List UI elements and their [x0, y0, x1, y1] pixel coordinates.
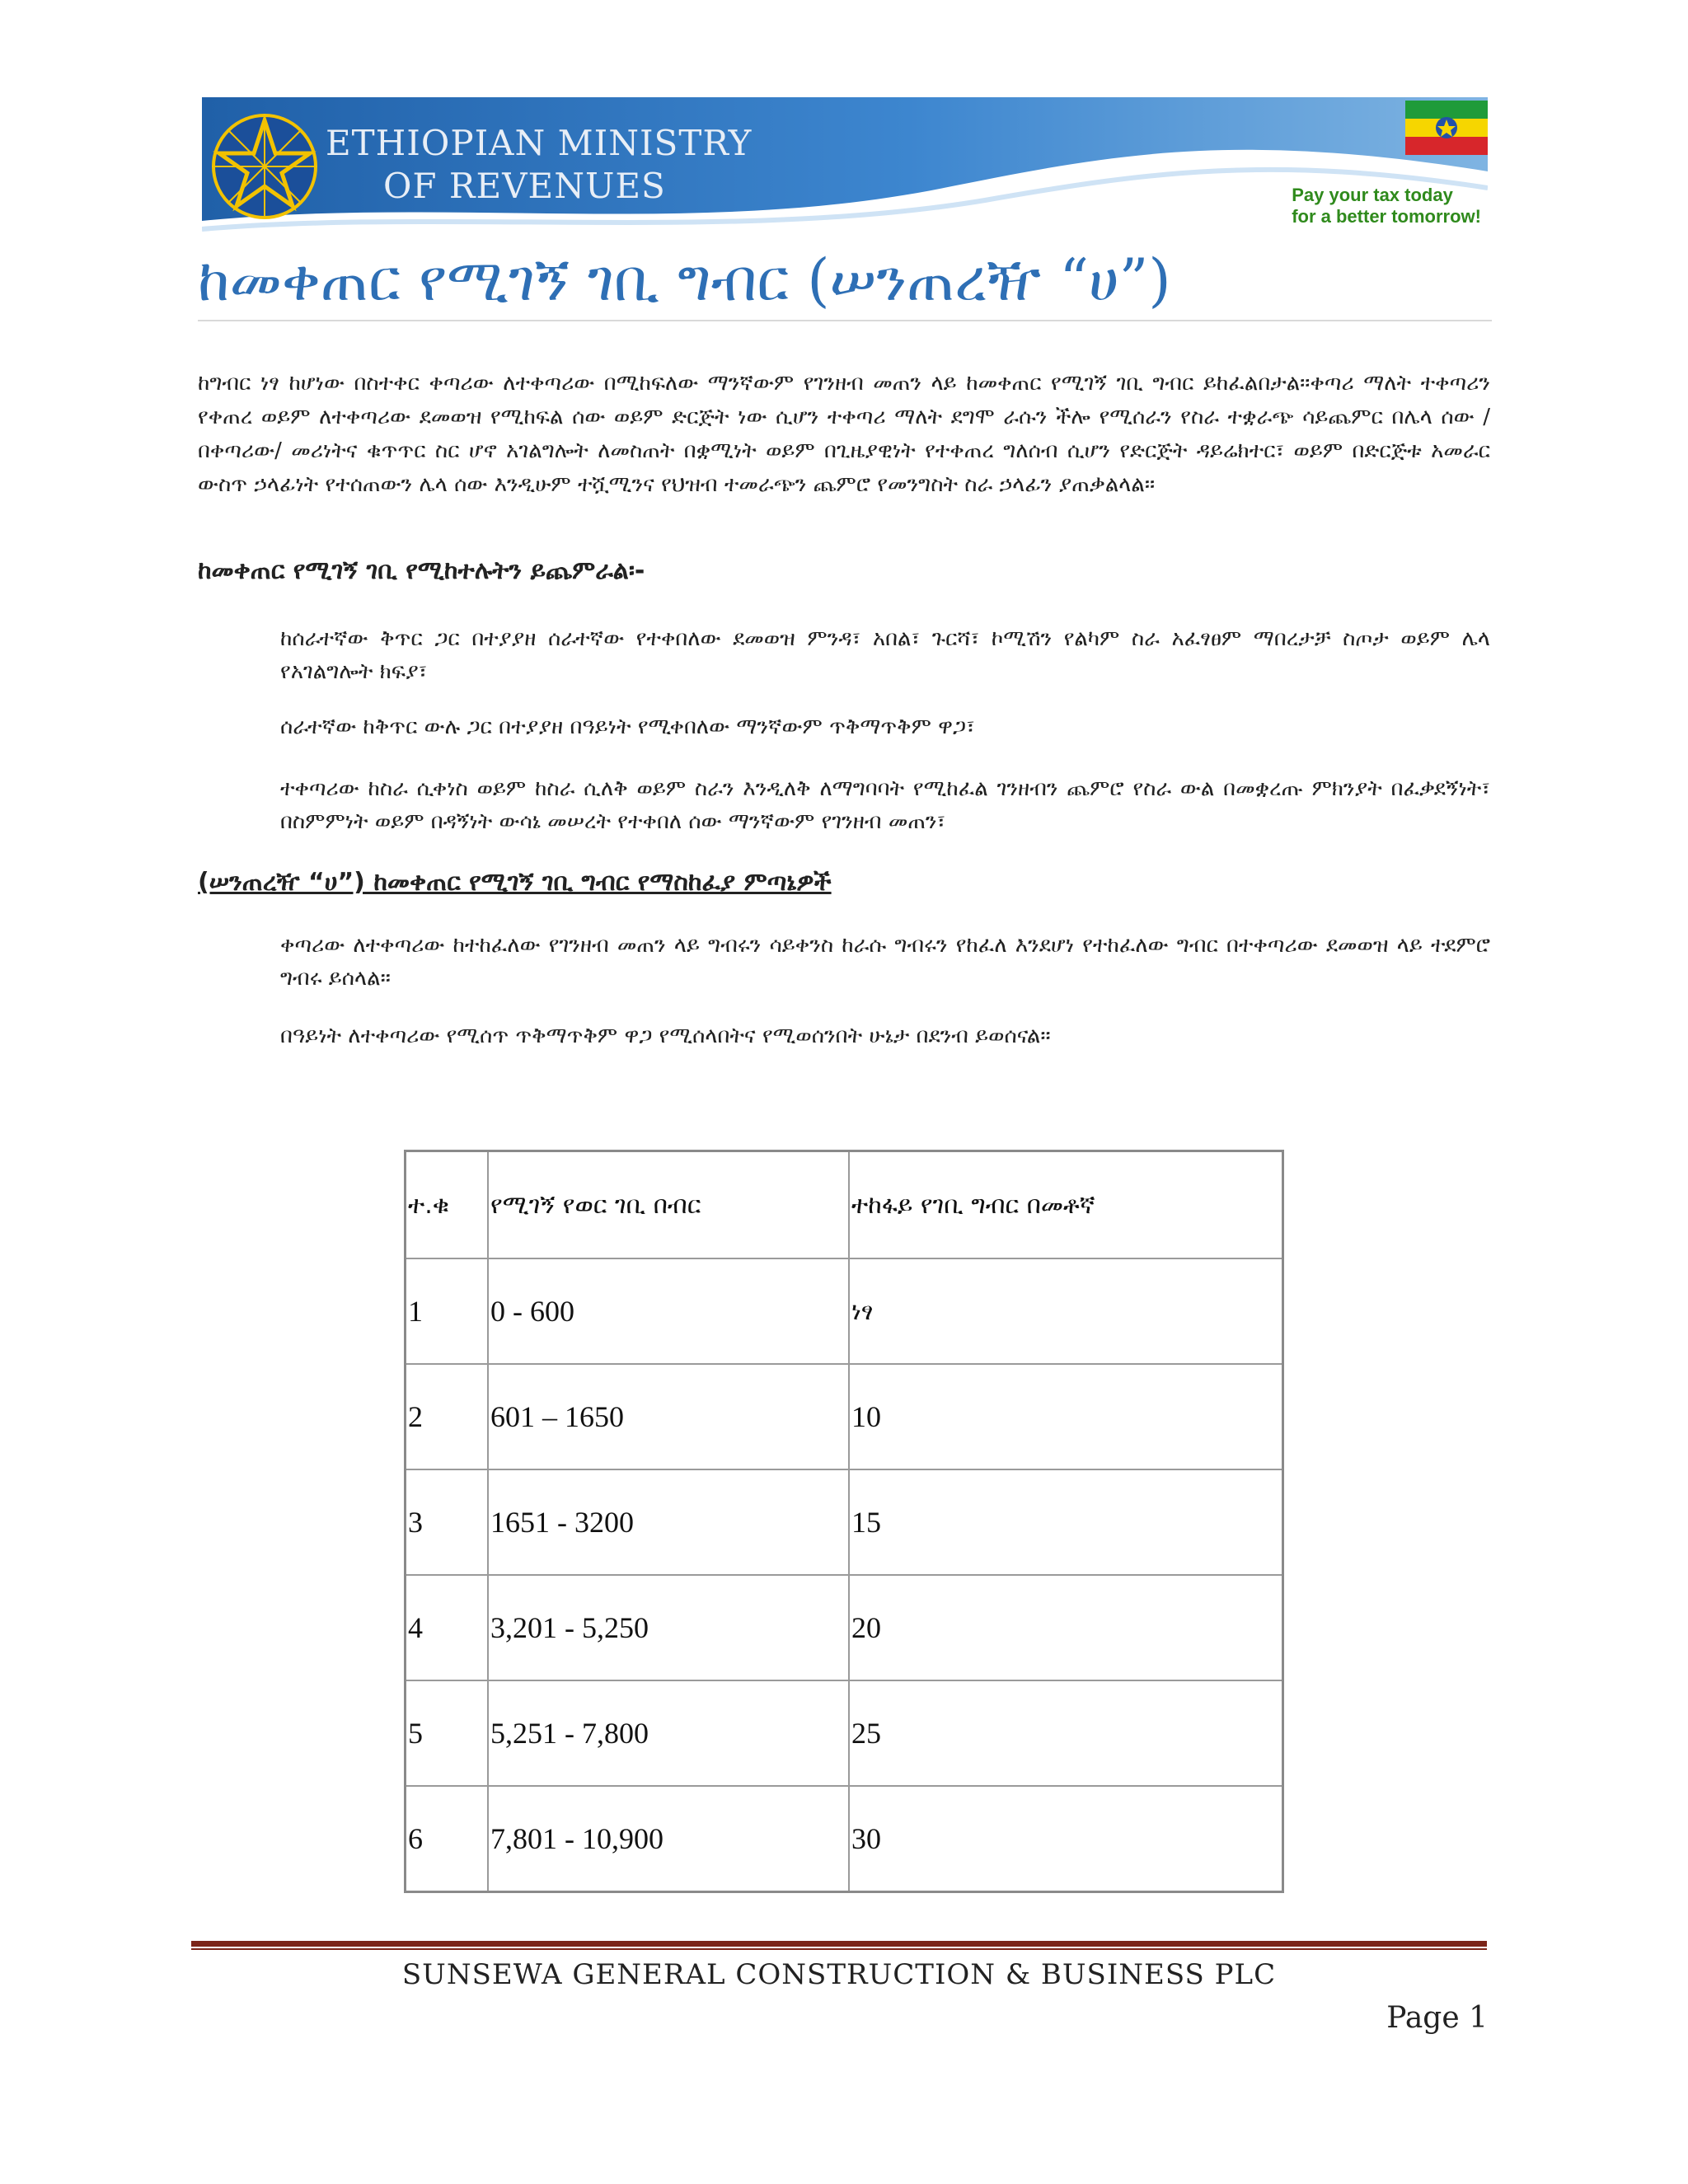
- header-cell-rate: ተከፋይ የገቢ ግብር በመቶኛ: [849, 1151, 1283, 1259]
- table-row: [406, 1575, 1283, 1680]
- footer-divider-thick: [191, 1941, 1487, 1947]
- banner-title-line2: OF REVENUES: [383, 166, 666, 206]
- section2-item-1: ቀጣሪው ለተቀጣሪው ከተከፈለው የገንዘብ መጠን ላይ ግብሩን ሳይቀንስ ከራሱ ግብሩን የከፈለ እንደሆነ የተከፈለው ግብር በተቀጣሪው ደመወዝ ላይ ተደምሮ ግብሩ ይሰላል፡፡: [280, 933, 1490, 991]
- section1-item-2: ሰራተኛው ከቅጥር ውሉ ጋር በተያያዘ በዓይነት የሚቀበለው ማንኛውም ጥቅማጥቅም ዋጋ፣: [280, 715, 975, 739]
- section2-item-2: በዓይነት ለተቀጣሪው የሚሰጥ ጥቅማጥቅም ዋጋ የሚሰላበትና የሚወሰንበት ሁኔታ በደንብ ይወሰናል፡፡: [280, 1024, 1051, 1048]
- tax-rate-table: [404, 1150, 1284, 1893]
- footer-page-number: Page 1: [1386, 2001, 1488, 2035]
- intro-paragraph: ከግብር ነፃ ከሆነው በስተቀር ቀጣሪው ለተቀጣሪው በሚከፍለው ማንኛውም የገንዘብ መጠን ላይ ከመቀጠር የሚገኝ ገቢ ግብር ይከፈልበታል፡፡ቀጣሪ ማለት ተቀጣሪን የቀጠረ ወይም ለተቀጣሪው ደመወዝ የሚከፍል ሰው ወይም ድርጅት ነው ሲሆን ተቀጣሪ ማለት ደግሞ ራሱን ችሎ የሚሰራን የስራ ተቋራጭ ሳይጨምር በሌላ ሰው /በቀጣሪው/ መሪነትና ቁጥጥር ስር ሆኖ አገልግሎት ለመስጠት በቋሚነት ወይም በጊዜያዊነት የተቀጠረ ግለሰብ ሲሆን የድርጅት ዳይሬክተር፣ ወይም በድርጅቱ አመራር ውስጥ ኃላፊነት የተሰጠውን ሌላ ሰው እንዲሁም ተሿሚንና የህዝብ ተመራጭን ጨምሮ የመንግስት ስራ ኃላፊን ያጠቃልላል፡፡: [198, 371, 1490, 497]
- table-row: [406, 1680, 1283, 1786]
- cell-income: 5,251 - 7,800: [488, 1680, 849, 1786]
- table-header-row: [406, 1151, 1283, 1259]
- banner-title-line1: ETHIOPIAN MINISTRY: [326, 123, 753, 163]
- cell-number: 2: [406, 1364, 489, 1469]
- header-cell-income: የሚገኝ የወር ገቢ በብር: [488, 1151, 849, 1259]
- cell-income: 601 – 1650: [488, 1364, 849, 1469]
- cell-number: 4: [406, 1575, 489, 1680]
- slogan-line1: Pay your tax today: [1292, 185, 1453, 205]
- ethiopian-flag-icon: [1405, 101, 1488, 155]
- cell-number: 1: [406, 1258, 489, 1364]
- table-row: [406, 1786, 1283, 1892]
- banner-slogan: [1292, 185, 1481, 227]
- cell-number: 3: [406, 1469, 489, 1575]
- cell-rate: 20: [849, 1575, 1283, 1680]
- cell-rate: 15: [849, 1469, 1283, 1575]
- cell-number: 6: [406, 1786, 489, 1892]
- section1-item-1: ከሰራተኛው ቅጥር ጋር በተያያዘ ሰራተኛው የተቀበለው ደመወዝ ምንዳ፣ አበል፣ ጉርሻ፣ ኮሚሽን የልካም ስራ አፈፃፀም ማበረታቻ ስጦታ ወይም ሌላ የአገልግሎት ክፍያ፣: [280, 626, 1490, 684]
- cell-income: 3,201 - 5,250: [488, 1575, 849, 1680]
- header-banner: [202, 97, 1488, 239]
- footer-divider-thin: [191, 1948, 1487, 1950]
- cell-rate: 30: [849, 1786, 1283, 1892]
- header-cell-number: ተ.ቁ: [406, 1151, 489, 1259]
- slogan-line2: for a better tomorrow!: [1292, 206, 1481, 227]
- cell-income: 1651 - 3200: [488, 1469, 849, 1575]
- cell-income: 0 - 600: [488, 1258, 849, 1364]
- cell-rate: 25: [849, 1680, 1283, 1786]
- cell-income: 7,801 - 10,900: [488, 1786, 849, 1892]
- section2-heading: (ሠንጠረዥ “ሀ”) ከመቀጠር የሚገኝ ገቢ ግብር የማስከፈያ ምጣኔዎች: [198, 868, 832, 897]
- cell-number: 5: [406, 1680, 489, 1786]
- cell-rate: 10: [849, 1364, 1283, 1469]
- section1-heading: ከመቀጠር የሚገኝ ገቢ የሚከተሉትን ይጨምራል፡-: [198, 556, 645, 585]
- table-row: [406, 1364, 1283, 1469]
- table-row: [406, 1469, 1283, 1575]
- section1-item-3: ተቀጣሪው ከስራ ሲቀነስ ወይም ከስራ ሲለቅ ወይም ስራን እንዲለቅ ለማግባባት የሚከፈል ገንዘብን ጨምሮ የስራ ውል በመቋረጡ ምክንያት በፈቃደኝነት፣ በስምምነት ወይም በዳኝነት ውሳኔ መሠረት የተቀበለ ሰው ማንኛውም የገንዘብ መጠን፣: [280, 776, 1490, 834]
- emblem-star-icon: [207, 109, 322, 224]
- table-row: [406, 1258, 1283, 1364]
- cell-rate: ነፃ: [849, 1258, 1283, 1364]
- banner-title: [326, 122, 752, 208]
- title-divider: [198, 320, 1492, 321]
- page-title: ከመቀጠር የሚገኝ ገቢ ግብር (ሠንጠረዥ “ሀ”): [198, 246, 1171, 314]
- footer-company-name: SUNSEWA GENERAL CONSTRUCTION & BUSINESS PLC: [401, 1958, 1277, 1991]
